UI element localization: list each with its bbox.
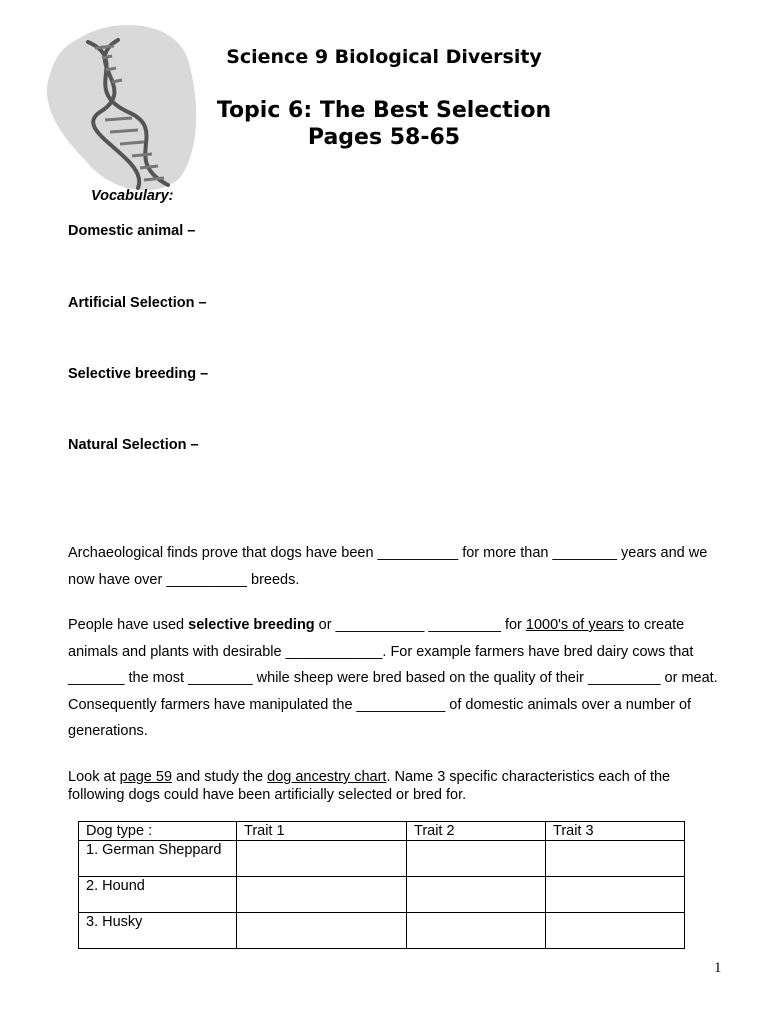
trait-cell [407,913,546,949]
table-row [79,913,685,949]
trait-cell [546,913,685,949]
paragraph-text: or ___________ _________ for [314,617,526,633]
dog-ancestry-chart-reference: dog ancestry chart [267,769,387,785]
trait-cell [407,841,546,877]
table-header-row [79,822,685,841]
page-59-reference: page 59 [119,769,173,785]
dog-type-cell: 1. German Sheppard [79,841,237,877]
pages-range: Pages 58-65 [307,125,461,150]
trait-cell [237,913,407,949]
trait-cell [237,877,407,913]
vocab-term-selective-breeding: Selective breeding – [68,366,209,382]
header-trait-3: Trait 3 [546,822,685,841]
dog-type-cell: 3. Husky [79,913,237,949]
vocab-term-artificial-selection: Artificial Selection – [68,295,207,311]
trait-cell [546,877,685,913]
trait-cell [237,841,407,877]
trait-cell [546,841,685,877]
paragraph-text: Look at [68,769,120,785]
paragraph-text: . Name 3 specific characteristics each of the following dogs could have been artificially selected or bred for. [68,769,671,803]
vocab-term-natural-selection: Natural Selection – [68,437,199,453]
header-dog-type: Dog type : [79,822,237,841]
topic-title: Topic 6: The Best Selection [216,98,552,123]
vocabulary-heading: Vocabulary: [91,188,174,204]
dog-type-cell: 2. Hound [79,877,237,913]
paragraph-dog-ancestry [68,768,728,804]
paragraph-text: and study the [172,769,268,785]
trait-cell [407,877,546,913]
header-trait-2: Trait 2 [407,822,546,841]
paragraph-dogs-domestication: Archaeological finds prove that dogs have been __________ for more than ________ years and we now have over __________ breeds. [68,545,708,588]
vocab-term-domestic-animal: Domestic animal – [68,223,196,239]
bold-term-selective-breeding: selective breeding [188,617,315,633]
paragraph-text: People have used [68,617,189,633]
table-row [79,877,685,913]
paragraph-text: to create animals and plants with desirable ____________. For example farmers have bred dairy cows that _______ the most ________ while sheep were bred based on the quality of their _________ or meat. Consequently farmers have manipulated the ___________ of domestic animals over a number of generations. [68,617,718,739]
underlined-years: 1000's of years [525,617,624,633]
header-trait-1: Trait 1 [237,822,407,841]
dog-traits-table [78,821,685,949]
paragraph-selective-breeding [68,612,728,745]
table-row [79,841,685,877]
page-number: 1 [714,960,722,976]
course-title: Science 9 Biological Diversity [226,46,542,68]
